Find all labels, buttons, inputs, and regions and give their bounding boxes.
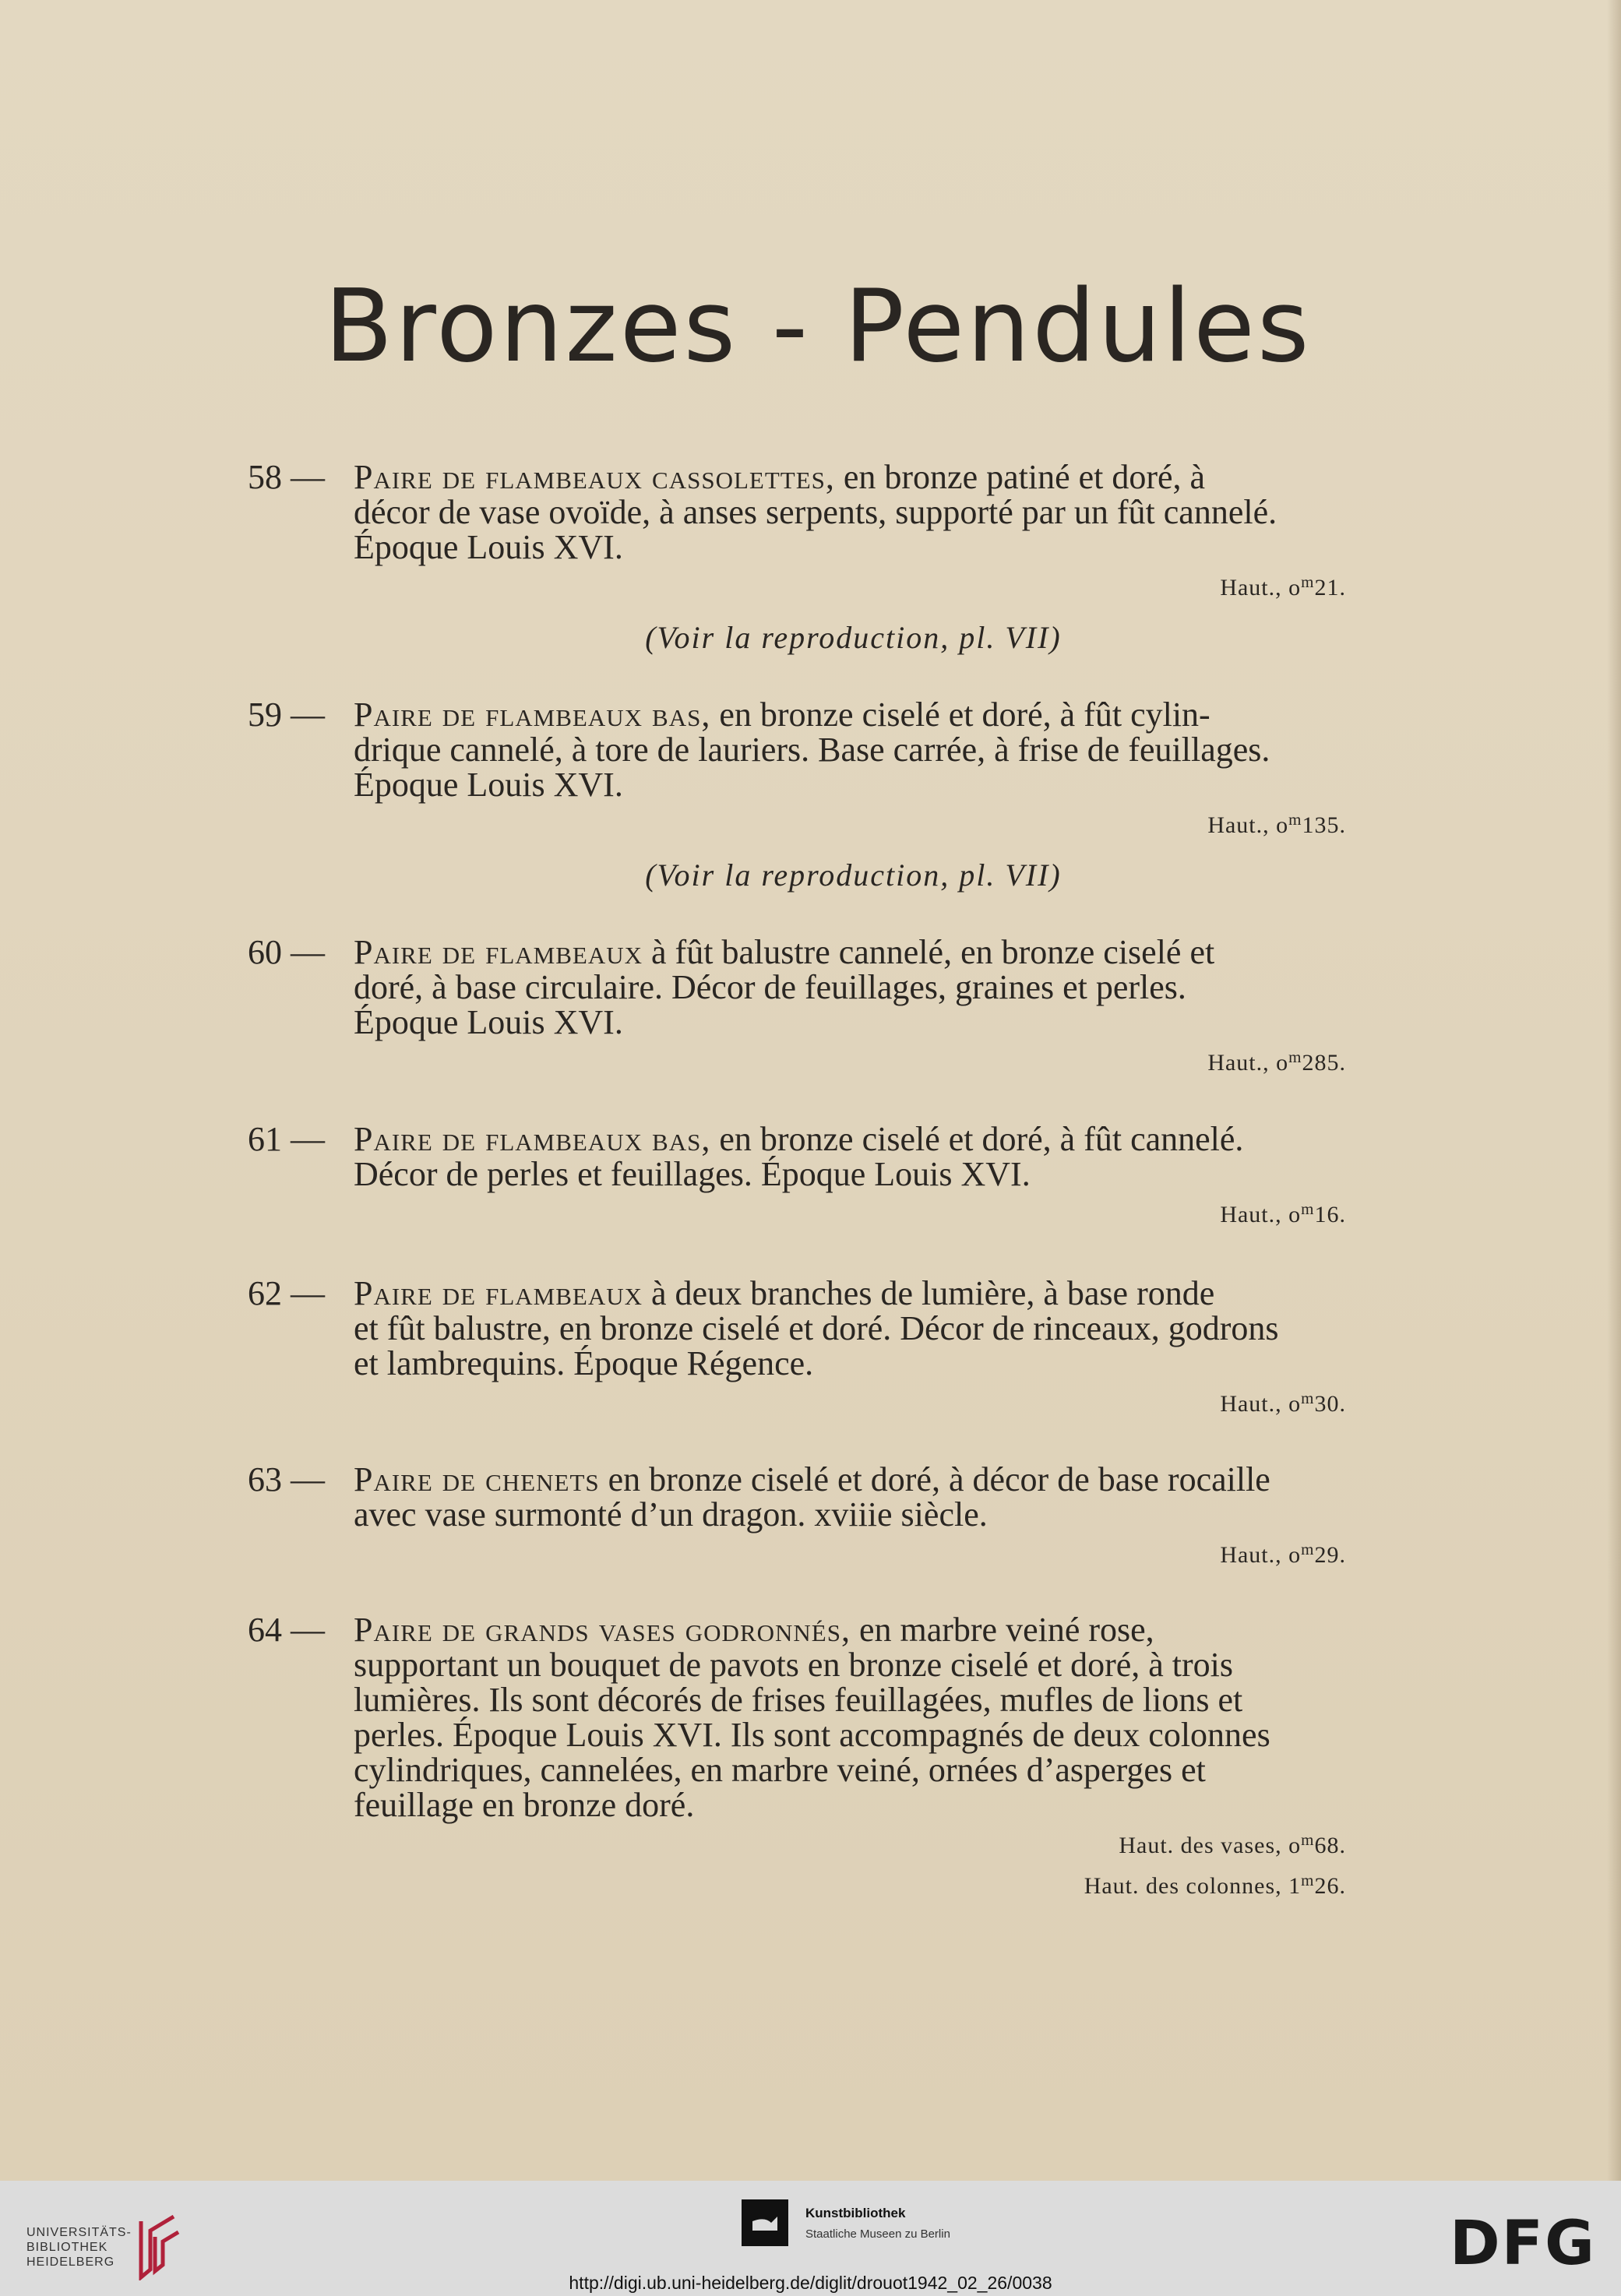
entry-first-line	[248, 697, 1381, 732]
entry-first-line	[248, 1122, 1381, 1157]
permalink-url[interactable]: http://digi.ub.uni-heidelberg.de/diglit/drouot1942_02_26/0038	[569, 2273, 1052, 2293]
heidelberg-library-logo[interactable]	[26, 2213, 183, 2280]
entry-text: en bronze ciselé et doré, à fût cylin-	[710, 695, 1210, 734]
catalogue-entry-58	[248, 460, 1381, 656]
entry-number: 63 —	[248, 1460, 325, 1498]
entry-number: 58 —	[248, 458, 325, 496]
entry-first-line	[248, 935, 1381, 970]
entry-line: feuillage en bronze doré.	[354, 1786, 695, 1824]
height-measure-vases: Haut. des vases, $o^m68$.	[1119, 1830, 1346, 1858]
entry-number: 60 —	[248, 933, 325, 971]
entry-lead: Paire de flambeaux	[354, 1274, 643, 1312]
entry-first-line	[248, 1462, 1381, 1497]
entry-number: 61 —	[248, 1120, 325, 1158]
entry-text: en marbre veiné rose,	[850, 1611, 1154, 1649]
reproduction-note: (Voir la reproduction, pl. VII)	[645, 857, 1062, 893]
entry-line: drique cannelé, à tore de lauriers. Base carrée, à frise de feuillages.	[354, 731, 1270, 769]
entry-line: Époque Louis XVI.	[354, 1003, 623, 1041]
entry-number: 62 —	[248, 1274, 325, 1312]
entry-line: Décor de perles et feuillages. Époque Louis XVI.	[354, 1155, 1031, 1193]
dfg-logo[interactable]: DFG	[1449, 2209, 1596, 2279]
entry-text: à deux branches de lumière, à base ronde	[643, 1274, 1215, 1312]
kunstbibliothek-subtitle: Staatliche Museen zu Berlin	[805, 2227, 950, 2241]
height-measure: Haut., $o^m29$.	[1220, 1540, 1346, 1568]
entry-line: Époque Louis XVI.	[354, 528, 623, 566]
entry-line: décor de vase ovoïde, à anses serpents, supporté par un fût cannelé.	[354, 493, 1277, 531]
entry-lead: Paire de chenets	[354, 1460, 600, 1498]
entry-text: en bronze ciselé et doré, à fût cannelé.	[710, 1120, 1244, 1158]
entry-first-line	[248, 460, 1381, 495]
height-measure: Haut., $o^m135$.	[1207, 810, 1346, 838]
entry-line: supportant un bouquet de pavots en bronze ciselé et doré, à trois	[354, 1646, 1234, 1684]
entry-number: 59 —	[248, 695, 325, 734]
height-measure: Haut., $o^m21$.	[1220, 572, 1346, 600]
kunstbibliothek-logo[interactable]	[742, 2199, 950, 2246]
reproduction-note: (Voir la reproduction, pl. VII)	[645, 620, 1062, 655]
entry-line: lumières. Ils sont décorés de frises feuillagées, mufles de lions et	[354, 1681, 1243, 1719]
entry-text: en bronze patiné et doré, à	[834, 458, 1206, 496]
kunstbibliothek-mark-icon	[742, 2199, 788, 2246]
entry-line: doré, à base circulaire. Décor de feuillages, graines et perles.	[354, 968, 1186, 1006]
entry-first-line	[248, 1276, 1381, 1311]
entry-line: et fût balustre, en bronze ciselé et doré. Décor de rinceaux, godrons	[354, 1309, 1279, 1347]
entry-lead: Paire de flambeaux bas,	[354, 1120, 711, 1158]
entry-line: cylindriques, cannelées, en marbre veiné, ornées d’asperges et	[354, 1751, 1206, 1789]
entry-number: 64 —	[248, 1611, 325, 1649]
height-measure: Haut., $o^m285$.	[1207, 1048, 1346, 1076]
page-title: Bronzes - Pendules	[324, 269, 1312, 385]
entry-line: perles. Époque Louis XVI. Ils sont accompagnés de deux colonnes	[354, 1716, 1270, 1754]
entry-text: à fût balustre cannelé, en bronze ciselé et	[643, 933, 1215, 971]
entry-line: et lambrequins. Époque Régence.	[354, 1344, 814, 1382]
entry-lead: Paire de flambeaux cassolettes,	[354, 458, 835, 496]
entry-line: avec vase surmonté d’un dragon. xviiie siècle.	[354, 1495, 988, 1534]
catalogue-entry-61	[248, 1122, 1381, 1232]
entry-first-line	[248, 1612, 1381, 1647]
catalogue-entry-60	[248, 935, 1381, 1080]
catalogue-entry-64	[248, 1612, 1381, 1903]
heidelberg-emblem-icon	[136, 2213, 183, 2280]
entry-line: Époque Louis XVI.	[354, 766, 623, 804]
height-measure: Haut., $o^m30$.	[1220, 1389, 1346, 1417]
heidelberg-library-text: UNIVERSITÄTS- BIBLIOTHEK HEIDELBERG	[26, 2225, 132, 2269]
entry-text: en bronze ciselé et doré, à décor de base rocaille	[599, 1460, 1270, 1498]
height-measure-columns: Haut. des colonnes, 1$^m$26.	[1084, 1871, 1346, 1899]
entry-lead: Paire de grands vases godronnés,	[354, 1611, 851, 1649]
entry-lead: Paire de flambeaux	[354, 933, 643, 971]
footer-bar	[0, 2181, 1621, 2296]
catalogue-entry-63	[248, 1462, 1381, 1572]
catalogue-entry-62	[248, 1276, 1381, 1421]
entry-lead: Paire de flambeaux bas,	[354, 695, 711, 734]
catalogue-entry-59	[248, 697, 1381, 893]
height-measure: Haut., $o^m16$.	[1220, 1199, 1346, 1227]
kunstbibliothek-title: Kunstbibliothek	[805, 2206, 906, 2220]
